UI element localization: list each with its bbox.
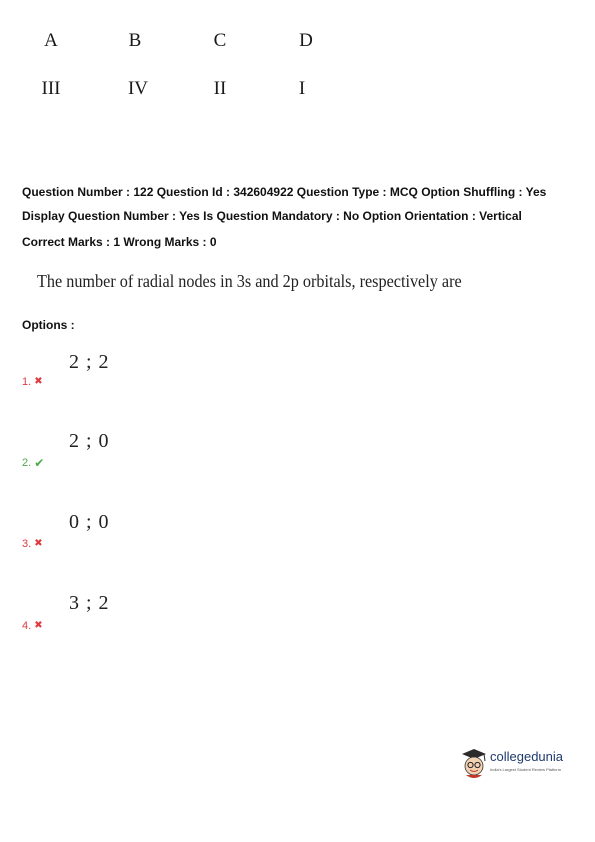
option-1-value: 2 ; 2: [69, 351, 110, 373]
collegedunia-logo: [460, 746, 580, 786]
cross-icon: ✖: [34, 376, 43, 387]
logo-name: collegedunia: [490, 749, 564, 764]
match-value-c: II: [213, 78, 227, 99]
options-label: Options :: [22, 318, 75, 332]
option-3-number: 3.: [22, 538, 32, 550]
mascot-icon: [460, 746, 488, 780]
option-4-label: [22, 620, 43, 632]
match-value-d: I: [298, 78, 306, 99]
option-4-number: 4.: [22, 620, 32, 632]
question-meta-line-3: Correct Marks : 1 Wrong Marks : 0: [22, 235, 217, 249]
check-icon: ✔: [34, 456, 45, 470]
option-3-label: [22, 538, 43, 550]
match-header-b: B: [128, 30, 142, 51]
cross-icon: ✖: [34, 538, 43, 549]
question-text: The number of radial nodes in 3s and 2p orbitals, respectively are: [37, 271, 462, 291]
option-1-label: [22, 376, 43, 388]
option-2-number: 2.: [22, 457, 32, 469]
match-header-row: [0, 30, 595, 54]
option-3-value: 0 ; 0: [69, 511, 110, 533]
match-value-b: IV: [127, 78, 149, 99]
match-value-row: [0, 78, 595, 102]
logo-tagline: India's Largest Student Review Platform: [490, 767, 562, 772]
option-2-value: 2 ; 0: [69, 430, 110, 452]
match-header-d: D: [299, 30, 313, 51]
question-meta-line-1: Question Number : 122 Question Id : 342604922 Question Type : MCQ Option Shuffling : Yes: [22, 185, 547, 199]
cross-icon: ✖: [34, 620, 43, 631]
option-1-number: 1.: [22, 376, 32, 388]
match-value-a: III: [41, 78, 61, 99]
match-header-a: A: [44, 30, 58, 51]
question-meta-line-2: Display Question Number : Yes Is Question Mandatory : No Option Orientation : Vertical: [22, 209, 522, 223]
match-header-c: C: [213, 30, 227, 51]
option-2-label: [22, 457, 44, 469]
option-4-value: 3 ; 2: [69, 592, 110, 614]
